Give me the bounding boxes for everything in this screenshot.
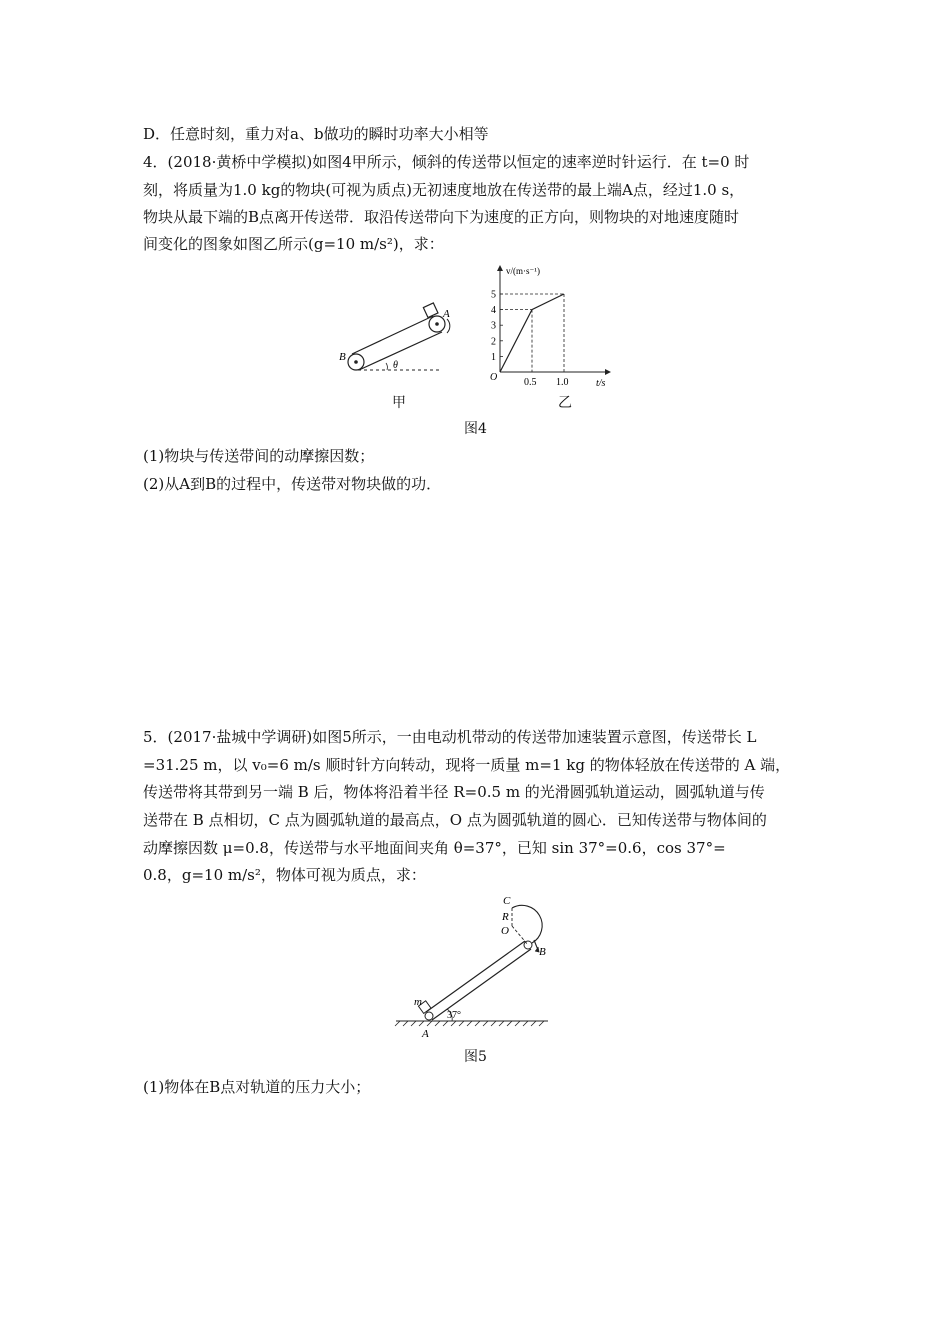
figure5-conveyor-arc-diagram [392, 892, 552, 1042]
q4-sub1: (1)物块与传送带间的动摩擦因数； [143, 447, 375, 465]
y-tick-label: 5 [491, 289, 496, 301]
fig5-angle: 37° [447, 1010, 461, 1021]
y-tick-label: 3 [491, 320, 496, 332]
y-tick-label: 1 [491, 351, 496, 363]
fig5-label-c: C [503, 895, 511, 907]
fig5-label-r: R [502, 911, 509, 923]
origin-label: O [490, 372, 498, 383]
y-axis-label: v/(m·s⁻¹) [506, 266, 540, 276]
q5-text-line2: =31.25 m，以 v₀=6 m/s 顺时针方向转动，现将一质量 m=1 kg 的物体轻放在传送带的 A 端， [143, 756, 791, 774]
fig5-label-o: O [501, 925, 509, 937]
q4-text-line3: 物块从最下端的B点离开传送带．取沿传送带向下为速度的正方向，则物块的对地速度随时 [143, 208, 740, 226]
q4-text-line1: 4．(2018·黄桥中学模拟)如图4甲所示，倾斜的传送带以恒定的速率逆时针运行．在 t=0 时 [143, 153, 750, 171]
fig4-caption: 图4 [464, 421, 487, 437]
fig4-angle-theta: θ [393, 360, 398, 371]
fig5-label-b: B [539, 946, 546, 958]
fig5-caption: 图5 [464, 1049, 487, 1065]
q4-sub2: (2)从A到B的过程中，传送带对物块做的功． [143, 475, 442, 493]
fig4-right-label: 乙 [558, 395, 572, 411]
y-tick-label: 2 [491, 336, 496, 348]
q5-text-line6: 0.8，g=10 m/s²，物体可视为质点，求： [143, 866, 426, 884]
x-axis-label: t/s [596, 378, 606, 389]
q4-text-line2: 刻，将质量为1.0 kg的物块(可视为质点)无初速度地放在传送带的最上端A点，经过1.0 s， [143, 181, 745, 199]
q3-option-d: D．任意时刻，重力对a、b做功的瞬时功率大小相等 [143, 125, 489, 143]
q5-text-line3: 传送带将其带到另一端 B 后，物体将沿着半径 R=0.5 m 的光滑圆弧轨道运动，圆弧轨道与传 [143, 783, 765, 801]
q5-text-line5: 动摩擦因数 μ=0.8，传送带与水平地面间夹角 θ=37°，已知 sin 37°=0.6，cos 37°= [143, 839, 726, 857]
y-tick-label: 4 [491, 305, 496, 317]
fig5-label-m: m [414, 996, 422, 1008]
fig4-point-b: B [339, 351, 346, 363]
q5-text-line1: 5．(2017·盐城中学调研)如图5所示，一由电动机带动的传送带加速装置示意图，传送带长 L [143, 728, 757, 746]
fig4-left-label: 甲 [392, 395, 406, 411]
fig5-label-a: A [422, 1028, 429, 1040]
x-tick-label: 0.5 [524, 377, 537, 388]
figure4-vt-chart [486, 262, 616, 392]
figure4-conveyor-diagram [330, 295, 470, 385]
fig4-point-a: A [443, 308, 450, 320]
q5-text-line4: 送带在 B 点相切，C 点为圆弧轨道的最高点，O 点为圆弧轨道的圆心．已知传送带与物体间的 [143, 811, 767, 829]
x-tick-label: 1.0 [556, 377, 569, 388]
q5-sub1: (1)物体在B点对轨道的压力大小； [143, 1078, 371, 1096]
q4-text-line4: 间变化的图象如图乙所示(g=10 m/s²)，求： [143, 235, 444, 253]
